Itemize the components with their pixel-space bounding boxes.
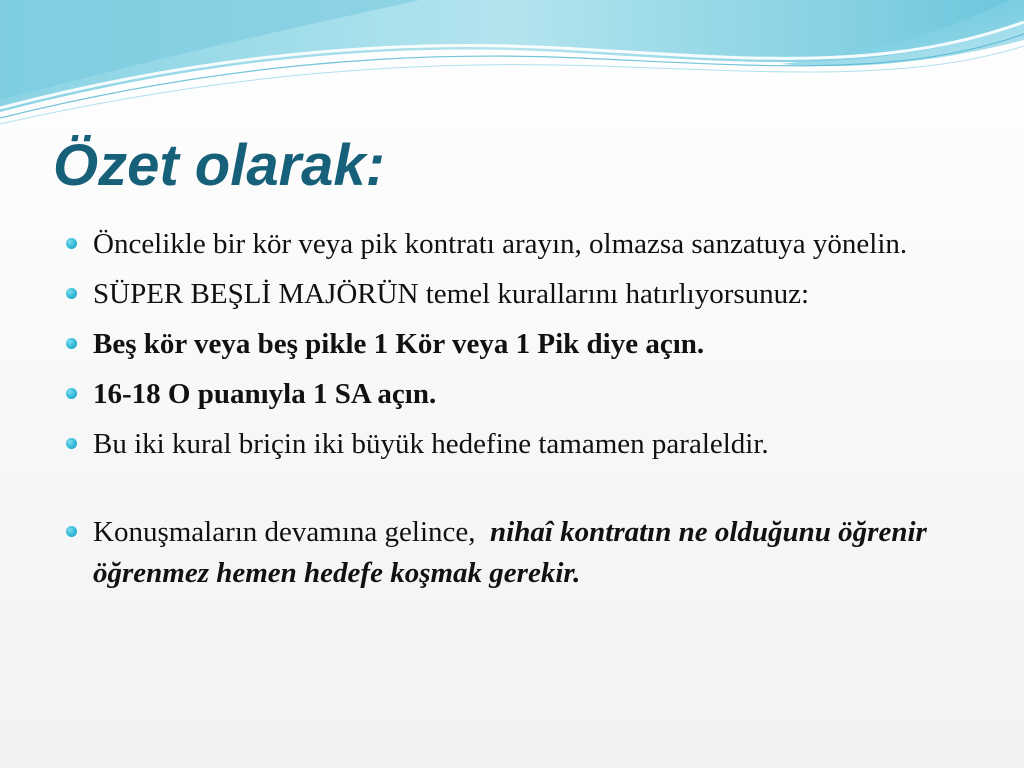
bullet-text: Öncelikle bir kör veya pik kontratı arayın, olmazsa sanzatuya yönelin. [93,228,908,260]
bullet-dot-icon [66,438,77,449]
bullet-item [66,274,996,315]
bullet-text-lead: Konuşmaların devamına gelince, [93,516,476,548]
slide-title: Özet olarak: [53,133,385,198]
header-wave-decoration [0,0,1024,130]
bullet-text-emphasis: nihaî kontratın ne olduğunu öğrenir öğrenmez hemen hedefe koşmak gerekir. [93,516,927,589]
bullet-text: Bu iki kural briçin iki büyük hedefine tamamen paraleldir. [93,428,769,460]
bullet-list [66,224,996,603]
bullet-item [66,224,996,265]
bullet-item [66,374,996,415]
bullet-item [66,424,996,465]
bullet-dot-icon [66,338,77,349]
bullet-text: SÜPER BEŞLİ MAJÖRÜN temel kurallarını hatırlıyorsunuz: [93,278,810,310]
bullet-text: 16-18 O puanıyla 1 SA açın. [93,378,437,410]
bullet-dot-icon [66,238,77,249]
bullet-item [66,512,996,594]
bullet-dot-icon [66,388,77,399]
bullet-text: Beş kör veya beş pikle 1 Kör veya 1 Pik diye açın. [93,328,705,360]
bullet-dot-icon [66,288,77,299]
bullet-item [66,324,996,365]
bullet-dot-icon [66,526,77,537]
